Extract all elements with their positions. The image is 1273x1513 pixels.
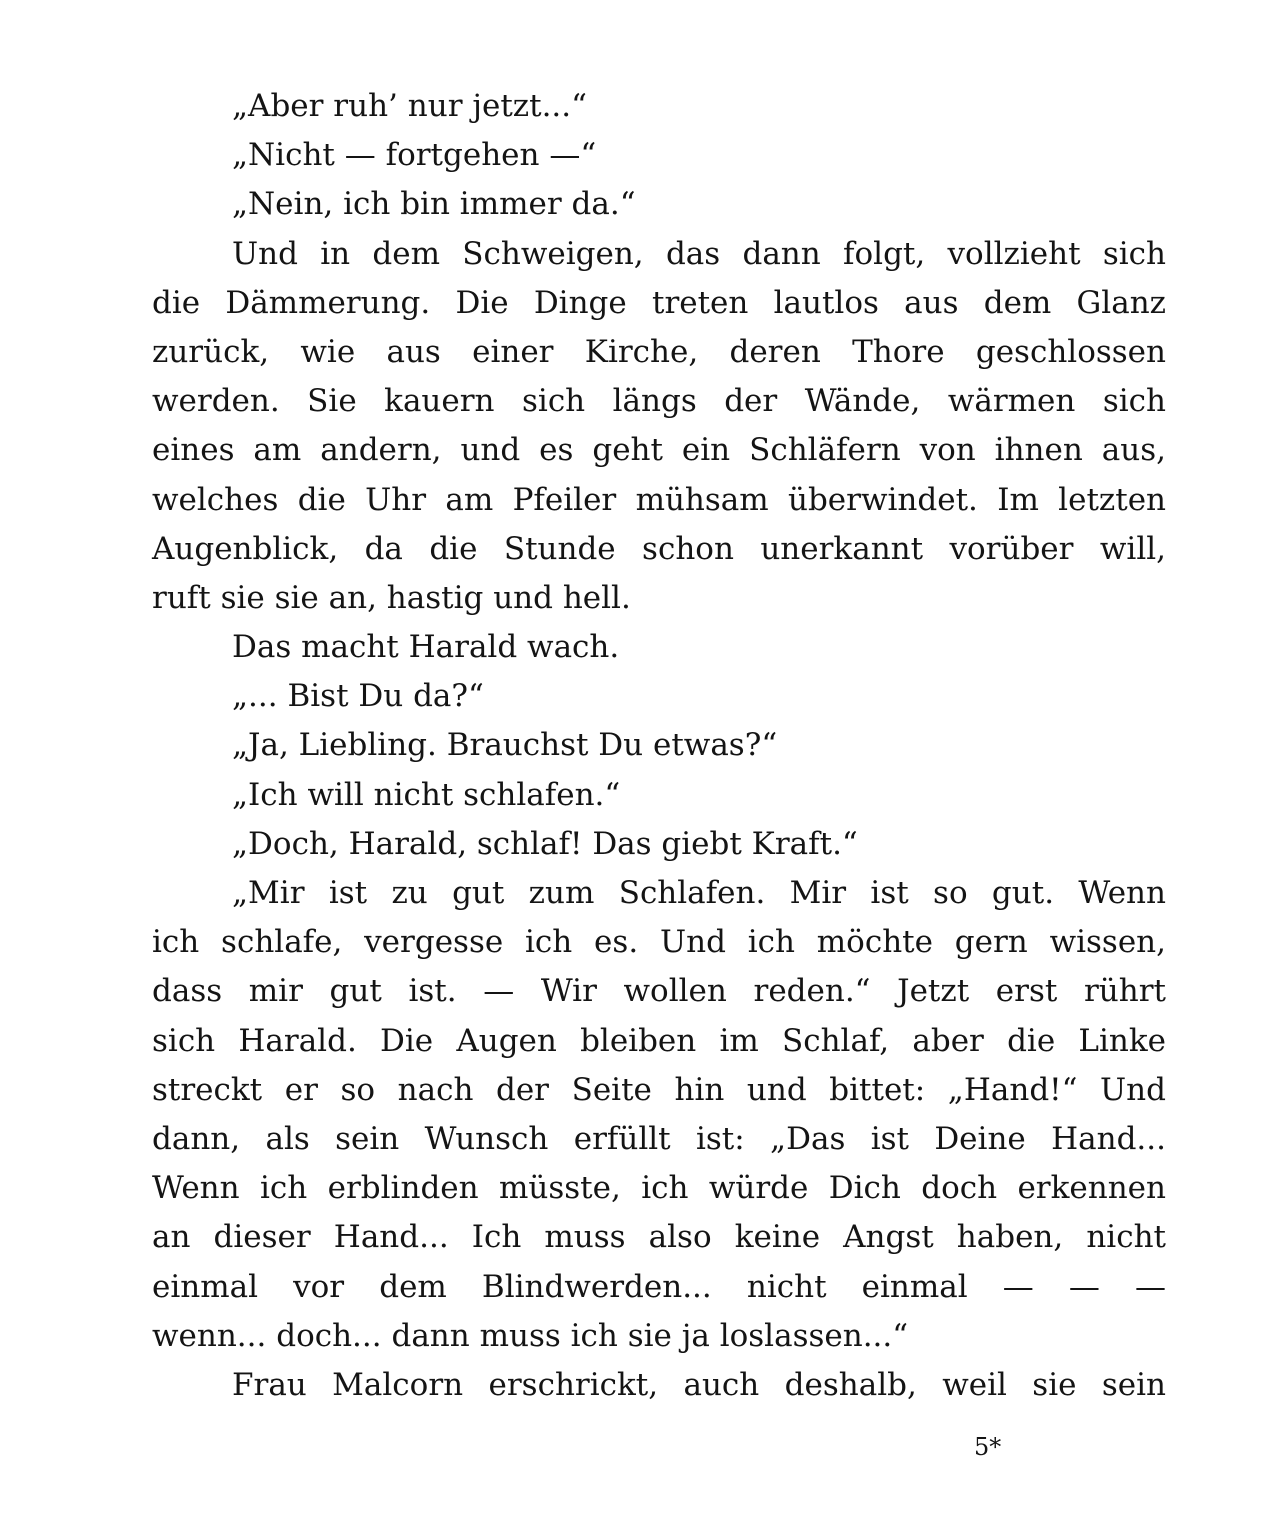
text-line: wenn... doch... dann muss ich sie ja loslassen...“ — [152, 1317, 909, 1354]
text-line: „Ja, Liebling. Brauchst Du etwas?“ — [232, 727, 778, 764]
text-line: „Aber ruh’ nur jetzt...“ — [232, 88, 587, 124]
text-line: dann, als sein Wunsch erfüllt ist: „Das ist Deine Hand... — [152, 1120, 1166, 1157]
text-line: ruft sie sie an, hastig und hell. — [152, 579, 631, 616]
text-line: an dieser Hand... Ich muss also keine Angst haben, nicht — [152, 1219, 1166, 1256]
text-line: eines am andern, und es geht ein Schläfern von ihnen aus, — [152, 432, 1166, 469]
text-line: „Ich will nicht schlafen.“ — [232, 776, 621, 813]
body-text — [152, 82, 1166, 1410]
text-line: „Mir ist zu gut zum Schlafen. Mir ist so gut. Wenn — [232, 875, 1166, 911]
text-line: Frau Malcorn erschrickt, auch deshalb, weil sie sein — [232, 1366, 1166, 1403]
text-line: Augenblick, da die Stunde schon unerkannt vorüber will, — [152, 530, 1166, 567]
text-line: Wenn ich erblinden müsste, ich würde Dich doch erkennen — [152, 1170, 1166, 1207]
text-line: die Dämmerung. Die Dinge treten lautlos aus dem Glanz — [152, 284, 1166, 321]
page-number: 5* — [974, 1433, 1002, 1461]
text-line: sich Harald. Die Augen bleiben im Schlaf, aber die Linke — [152, 1022, 1166, 1059]
text-line: streckt er so nach der Seite hin und bittet: „Hand!“ Und — [152, 1071, 1166, 1108]
text-line: „Nicht — fortgehen —“ — [232, 137, 597, 174]
text-line: dass mir gut ist. — Wir wollen reden.“ Jetzt erst rührt — [152, 973, 1166, 1010]
text-line: ich schlafe, vergesse ich es. Und ich möchte gern wissen, — [152, 924, 1166, 961]
text-line: werden. Sie kauern sich längs der Wände, wärmen sich — [152, 383, 1166, 420]
text-line: „... Bist Du da?“ — [232, 678, 484, 715]
text-line: „Doch, Harald, schlaf! Das giebt Kraft.“ — [232, 825, 858, 862]
text-line: zurück, wie aus einer Kirche, deren Thore geschlossen — [152, 333, 1166, 370]
text-line: welches die Uhr am Pfeiler mühsam überwindet. Im letzten — [152, 481, 1166, 518]
text-line: Und in dem Schweigen, das dann folgt, vollzieht sich — [232, 235, 1166, 272]
text-line: „Nein, ich bin immer da.“ — [232, 186, 636, 223]
text-line: Das macht Harald wach. — [232, 629, 620, 666]
text-line: einmal vor dem Blindwerden... nicht einmal — — — — [152, 1268, 1166, 1305]
